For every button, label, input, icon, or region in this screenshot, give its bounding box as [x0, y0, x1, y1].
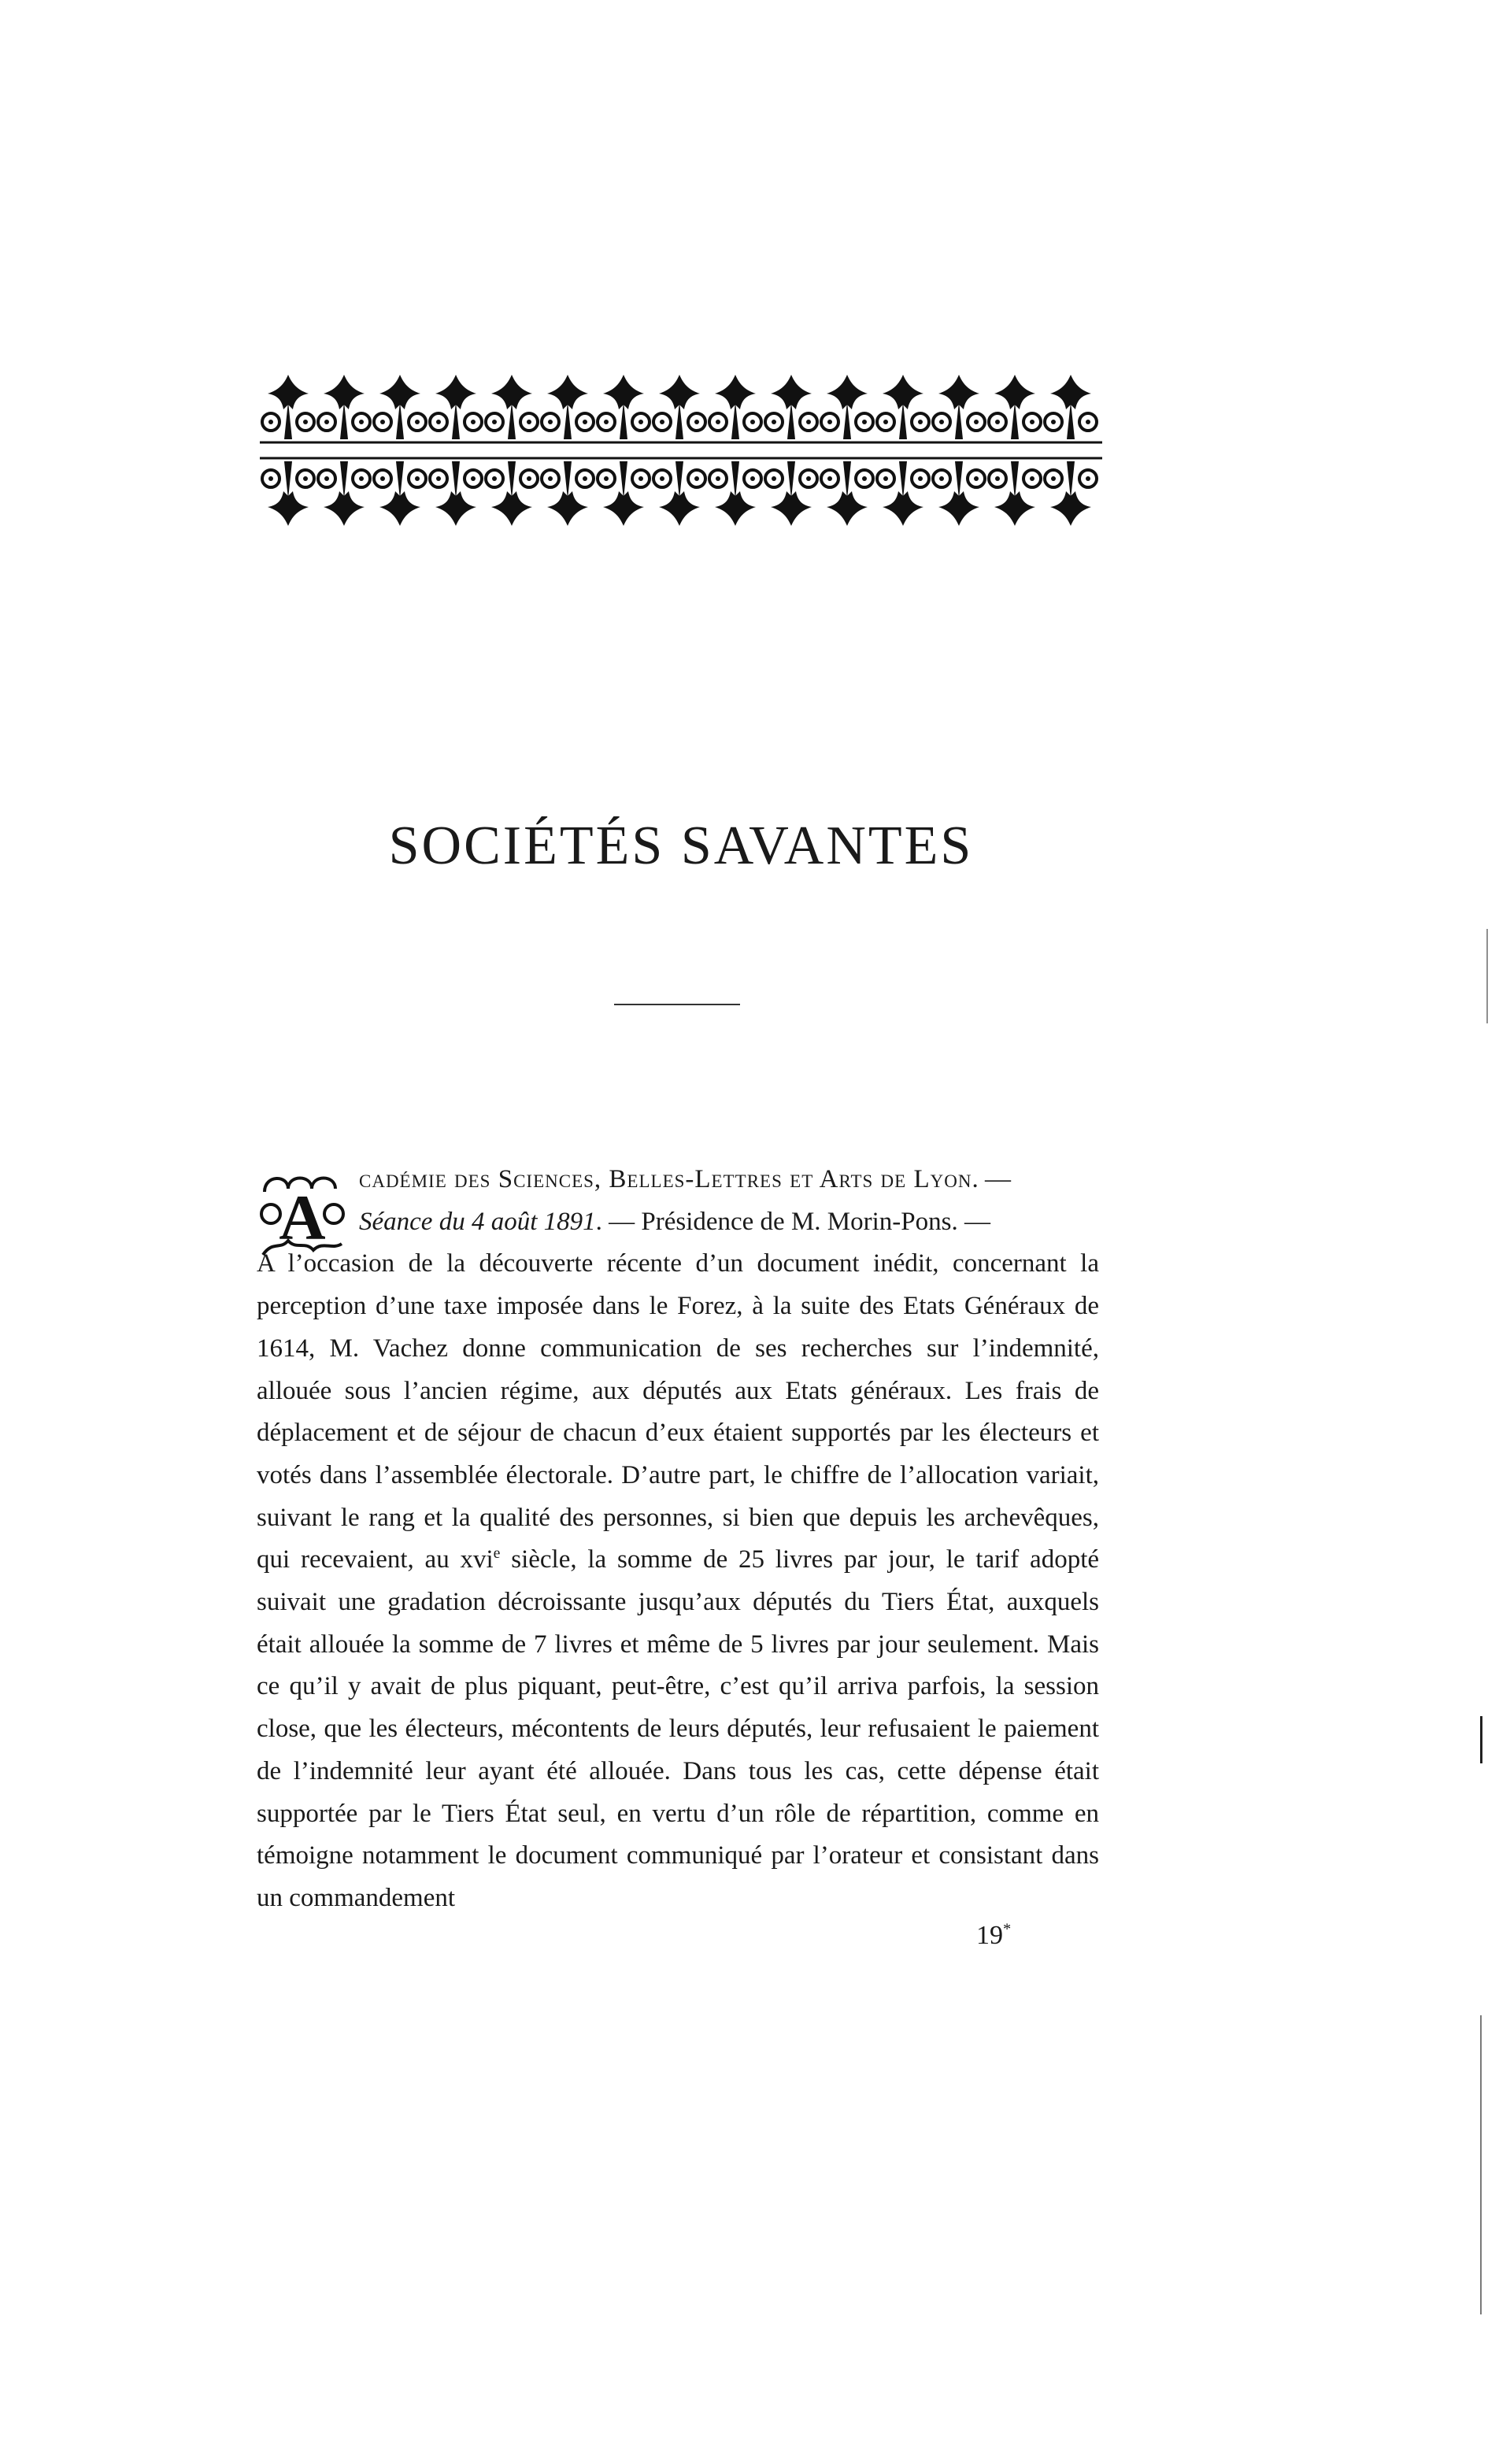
body-text-part1: A l’occasion de la découverte récente d’un document inédit, concernant la perception d’une taxe imposée dans le Forez, à la suite des Etats Généraux de 1614, M. Vachez donne communication de ses recherches sur l’indemnité, allouée sous l’ancien régime, aux députés aux Etats généraux. Les frais de déplacement et de séjour de chacun d’eux étaient supportés par les électeurs et votés dans l’assemblée électorale. D’autre part, le chiffre de l’allocation variait, suivant le rang et la qualité des personnes, si bien que depuis les archevêques, qui recevaient, au xvi	[257, 1249, 1099, 1574]
title-rule	[614, 1004, 740, 1005]
scan-edge-line	[1480, 2015, 1482, 2314]
section-title: SOCIÉTÉS SAVANTES	[388, 816, 974, 876]
page-number	[976, 1921, 1011, 1951]
page-number-value: 19	[976, 1921, 1003, 1950]
heading-dash: . —	[972, 1165, 1011, 1193]
fleuron-ornament-top	[260, 370, 1102, 444]
body-text-part2: siècle, la somme de 25 livres par jour, le tarif adopté suivait une gradation décroissante jusqu’aux députés du Tiers État, auxquels était allouée la somme de 7 livres et même de 5 livres par jour seulement. Mais ce qu’il y avait de plus piquant, peut-être, c’est qu’il arriva parfois, la session close, que les électeurs, mécontents de leurs députés, leur refusaient le paiement de l’indemnité leur ayant été allouée. Dans tous les cas, cette dépense était supportée par le Tiers État seul, en vertu d’un rôle de répartition, comme en témoigne notamment le document communiqué par l’orateur et consistant dans un commandement	[257, 1545, 1100, 1912]
page-mark: *	[1003, 1920, 1012, 1938]
session-date: Séance du 4 août 1891	[359, 1207, 596, 1236]
article-heading	[257, 1159, 1099, 1243]
fleuron-ornament-bottom	[260, 457, 1102, 531]
scan-edge-line	[1486, 929, 1488, 1023]
scan-edge-line	[1480, 1716, 1482, 1763]
century-superscript: e	[493, 1545, 501, 1563]
drop-cap-letter: A	[279, 1182, 326, 1253]
academy-name: cadémie des Sciences, Belles-Lettres et Arts de Lyon	[359, 1165, 972, 1193]
presidence-line: . — Présidence de M. Morin-Pons. —	[595, 1207, 990, 1236]
article-body	[257, 1159, 1099, 1920]
